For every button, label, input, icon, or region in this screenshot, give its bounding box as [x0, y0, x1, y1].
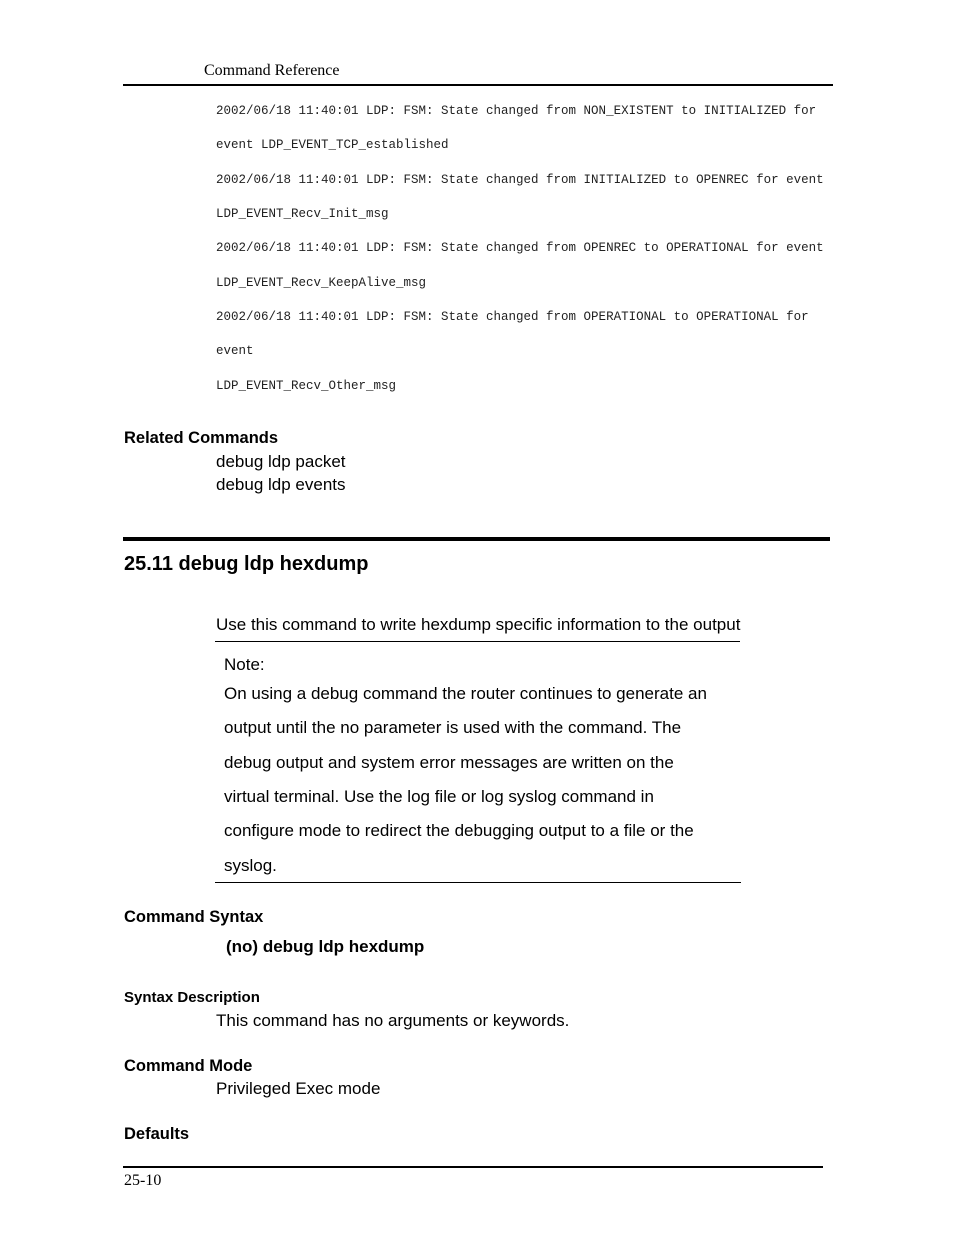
command-syntax-value: (no) debug ldp hexdump: [226, 937, 425, 956]
note-line: On using a debug command the router continues to generate an: [224, 684, 707, 703]
section-title: 25.11 debug ldp hexdump: [124, 553, 369, 575]
note-line: output until the no parameter is used with the command. The: [224, 718, 682, 737]
log-line: event: [216, 344, 254, 358]
log-line: 2002/06/18 11:40:01 LDP: FSM: State changed from OPENREC to OPERATIONAL for event: [216, 241, 824, 255]
section-intro: Use this command to write hexdump specific information to the output: [216, 615, 741, 634]
related-command-item: debug ldp packet: [216, 452, 346, 471]
log-line: LDP_EVENT_Recv_Init_msg: [216, 207, 389, 221]
defaults-heading: Defaults: [124, 1125, 190, 1143]
command-mode-value: Privileged Exec mode: [216, 1079, 381, 1098]
related-command-item: debug ldp events: [216, 475, 346, 494]
running-header: Command Reference: [204, 62, 340, 79]
log-line: 2002/06/18 11:40:01 LDP: FSM: State changed from INITIALIZED to OPENREC for event: [216, 173, 824, 187]
note-label: Note:: [224, 655, 265, 674]
log-line: event LDP_EVENT_TCP_established: [216, 138, 449, 152]
page-number: 25-10: [124, 1172, 162, 1189]
note-top-rule: [215, 641, 740, 642]
command-syntax-heading: Command Syntax: [124, 908, 264, 926]
header-rule: [123, 84, 833, 86]
log-line: 2002/06/18 11:40:01 LDP: FSM: State changed from NON_EXISTENT to INITIALIZED for: [216, 104, 817, 118]
note-line: syslog.: [224, 856, 277, 875]
command-mode-heading: Command Mode: [124, 1057, 253, 1075]
note-line: debug output and system error messages are written on the: [224, 753, 674, 772]
note-line: virtual terminal. Use the log file or log syslog command in: [224, 787, 654, 806]
note-bottom-rule: [215, 882, 741, 883]
note-line: configure mode to redirect the debugging output to a file or the: [224, 821, 694, 840]
log-line: 2002/06/18 11:40:01 LDP: FSM: State changed from OPERATIONAL to OPERATIONAL for: [216, 310, 809, 324]
footer-rule: [123, 1166, 823, 1168]
related-commands-heading: Related Commands: [124, 429, 279, 447]
syntax-description-heading: Syntax Description: [124, 989, 260, 1006]
log-line: LDP_EVENT_Recv_KeepAlive_msg: [216, 276, 427, 290]
section-rule: [123, 537, 830, 541]
syntax-description-value: This command has no arguments or keywords.: [216, 1011, 570, 1030]
log-line: LDP_EVENT_Recv_Other_msg: [216, 379, 397, 393]
